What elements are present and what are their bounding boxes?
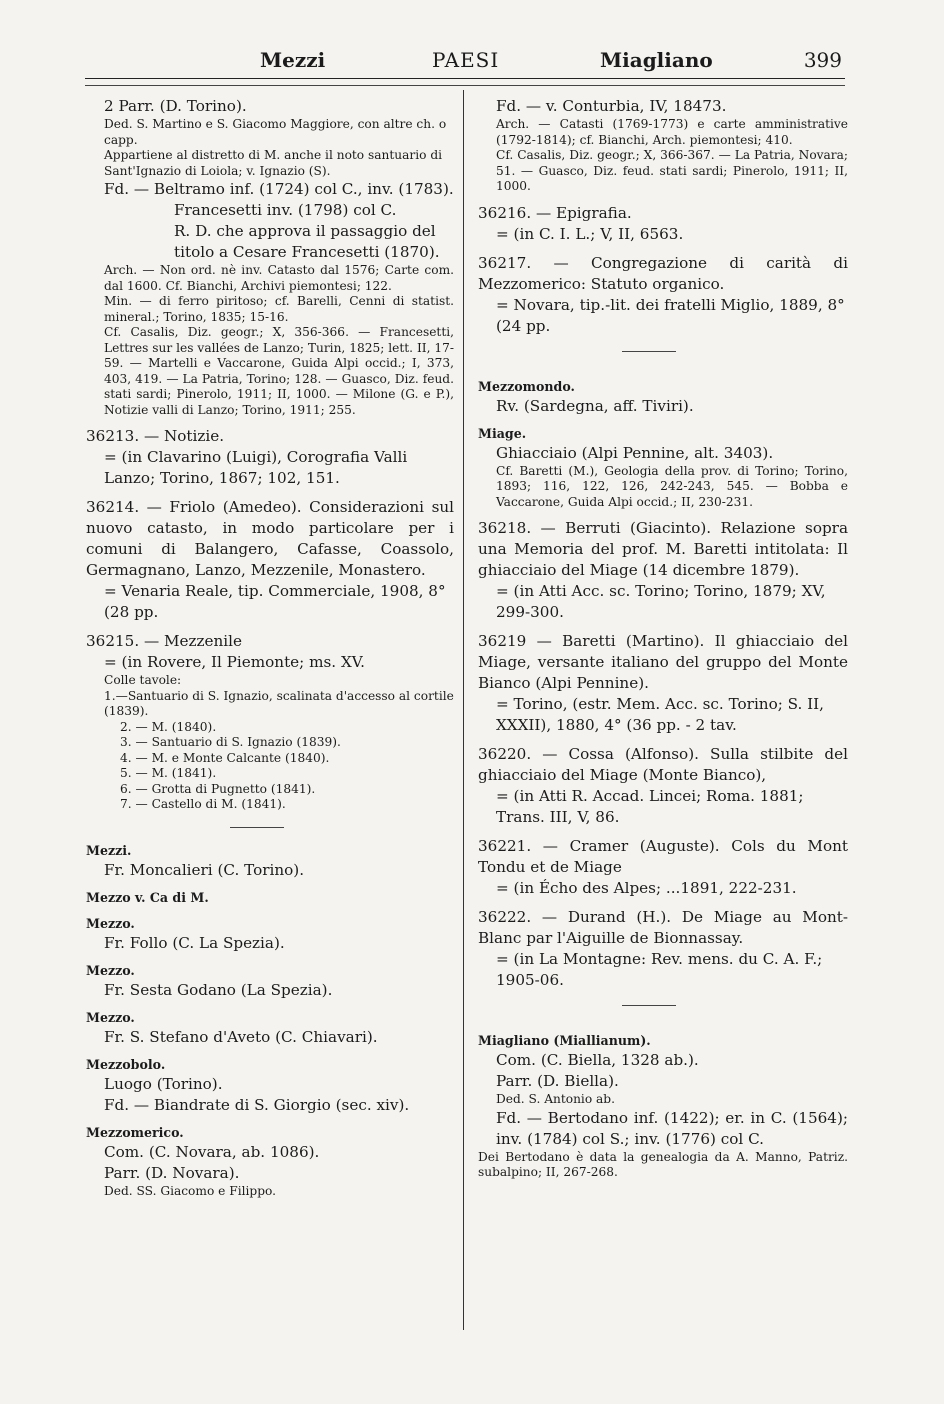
plate-item: 1.—Santuario di S. Ignazio, scalinata d'accesso al cortile (1839). xyxy=(104,688,454,718)
header-left-keyword: Mezzi xyxy=(260,48,326,72)
entry-mezzo-heading: Mezzo. xyxy=(86,1009,135,1025)
entry-mezzobolo-line: Luogo (Torino). xyxy=(104,1074,223,1093)
entry-miagliano-line: Com. (C. Biella, 1328 ab.). xyxy=(496,1051,699,1069)
entry-36214-title: 36214. — Friolo (Amedeo). Considerazioni sul nuovo catasto, in modo particolare per i comuni di Balangero, Cafasse, Coassolo, Germagnano, Lanzo, Mezzenile, Monastero. xyxy=(86,498,454,579)
column-divider xyxy=(463,90,464,1330)
archive-note: Arch. — Non ord. nè inv. Catasto dal 1576; Carte com. dal 1600. Cf. Bianchi, Archivi piemontesi; 122. xyxy=(104,263,454,293)
entry-36221-source: = (in Écho des Alpes; ...1891, 222-231. xyxy=(496,879,797,897)
feud-line-2: Francesetti inv. (1798) col C. xyxy=(174,201,397,219)
entry-mezzomondo-line: Rv. (Sardegna, aff. Tiviri). xyxy=(496,396,694,415)
plate-item: 3. — Santuario di S. Ignazio (1839). xyxy=(120,735,341,749)
plate-item: 6. — Grotta di Pugnetto (1841). xyxy=(120,781,316,796)
parr-line: 2 Parr. (D. Torino). xyxy=(104,97,247,115)
dedication-note: Ded. S. Martino e S. Giacomo Maggiore, con altre ch. o capp. xyxy=(104,117,447,147)
entry-36220-title: 36220. — Cossa (Alfonso). Sulla stilbite del ghiacciaio del Miage (Monte Bianco), xyxy=(478,745,848,784)
entry-36216-source: = (in C. I. L.; V, II, 6563. xyxy=(496,224,684,243)
entry-36218-source: = (in Atti Acc. sc. Torino; Torino, 1879; XV, 299-300. xyxy=(496,582,826,621)
feud-line-1: Fd. — Beltramo inf. (1724) col C., inv. (1783). xyxy=(104,180,454,198)
entry-mezzo-line: Fr. S. Stefano d'Aveto (C. Chiavari). xyxy=(104,1027,378,1046)
entry-miage-bibliography: Cf. Baretti (M.), Geologia della prov. di Torino; Torino, 1893; 116, 122, 126, 242-243, 545. — Bobba e Vaccarone, Guida Alpi occid.; II, 230-231. xyxy=(496,463,848,509)
entry-miagliano-heading: Miagliano (Miallianum). xyxy=(478,1033,651,1048)
entry-mezzo-heading: Mezzo. xyxy=(86,915,135,931)
entry-miagliano-feud: Fd. — Bertodano inf. (1422); er. in C. (1564); inv. (1784) col S.; inv. (1776) col C. xyxy=(496,1108,848,1148)
entry-36221-title: 36221. — Cramer (Auguste). Cols du Mont Tondu et de Miage xyxy=(478,837,848,876)
header-section-title: PAESI xyxy=(432,48,500,72)
header-right-keyword: Miagliano xyxy=(600,48,713,72)
entry-36215-source: = (in Rovere, Il Piemonte; ms. XV. xyxy=(104,653,365,671)
entry-mezzo-line: Fr. Follo (C. La Spezia). xyxy=(104,933,285,952)
entry-mezzomerico-line: Com. (C. Novara, ab. 1086). xyxy=(104,1142,320,1161)
entry-mezzomerico-line: Parr. (D. Novara). xyxy=(104,1163,240,1182)
archive-note: Arch. — Catasti (1769-1773) e carte amministrative (1792-1814); cf. Bianchi, Arch. piemontesi; 410. xyxy=(496,117,848,147)
feud-line-3: R. D. che approva il passaggio del titolo a Cesare Francesetti (1870). xyxy=(174,222,440,261)
entry-36219-source: = Torino, (estr. Mem. Acc. sc. Torino; S. II, XXXII), 1880, 4° (36 pp. - 2 tav. xyxy=(496,695,825,734)
header-rule-top xyxy=(85,78,845,79)
right-column xyxy=(478,96,848,1181)
section-separator xyxy=(622,351,676,352)
running-header xyxy=(82,44,842,78)
entry-mezzo-heading: Mezzo. xyxy=(86,962,135,978)
entry-mezzomerico-dedication: Ded. SS. Giacomo e Filippo. xyxy=(104,1183,276,1198)
header-rule-bottom xyxy=(85,85,845,86)
entry-36213-title: 36213. — Notizie. xyxy=(86,427,225,445)
entry-miagliano-dedication: Ded. S. Antonio ab. xyxy=(496,1092,615,1106)
bibliography-note: Cf. Casalis, Diz. geogr.; X, 356-366. — Francesetti, Lettres sur les vallées de Lanzo; Turin, 1825; lett. II, 17-59. — Martelli e Vaccarone, Guida Alpi occid.; I, 373, 403, 419. — La Patria, Torino; 128. — Guasco, Diz. feud. stati sardi; Pinerolo, 1911; II, 1000. — Milone (G. e P.), Notizie valli di Lanzo; Torino, 1911; 255. xyxy=(104,325,454,417)
plate-item: 7. — Castello di M. (1841). xyxy=(120,797,286,811)
left-column xyxy=(86,96,454,1199)
plate-item: 4. — M. e Monte Calcante (1840). xyxy=(120,750,330,765)
entry-mezzi-heading: Mezzi. xyxy=(86,842,132,858)
plate-item: 5. — M. (1841). xyxy=(120,766,217,780)
plate-item: 2. — M. (1840). xyxy=(120,719,217,734)
entry-miage-heading: Miage. xyxy=(478,425,527,441)
page-number: 399 xyxy=(803,48,842,72)
feud-reference: Fd. — v. Conturbia, IV, 18473. xyxy=(496,97,727,115)
plates-label: Colle tavole: xyxy=(104,673,182,687)
entry-mezzobolo-heading: Mezzobolo. xyxy=(86,1056,166,1072)
entry-mezzo-line: Fr. Sesta Godano (La Spezia). xyxy=(104,980,333,999)
entry-36217-imprint: = Novara, tip.-lit. dei fratelli Miglio, 1889, 8° (24 pp. xyxy=(496,295,845,335)
entry-miagliano-note: Dei Bertodano è data la genealogia da A. Manno, Patriz. subalpino; II, 267-268. xyxy=(478,1149,848,1179)
entry-36215-title: 36215. — Mezzenile xyxy=(86,632,242,650)
entry-mezzomerico-heading: Mezzomerico. xyxy=(86,1124,184,1140)
entry-36222-source: = (in La Montagne: Rev. mens. du C. A. F.; 1905-06. xyxy=(496,950,823,989)
entry-36216-title: 36216. — Epigrafia. xyxy=(478,203,632,222)
entry-36222-title: 36222. — Durand (H.). De Miage au Mont-Blanc par l'Aiguille de Bionnassay. xyxy=(478,908,848,947)
bibliography-note: Cf. Casalis, Diz. geogr.; X, 366-367. — La Patria, Novara; 51. — Guasco, Diz. feud. stati sardi; Pinerolo, 1911; II, 1000. xyxy=(496,148,848,193)
section-separator xyxy=(622,1005,676,1006)
entry-36219-title: 36219 — Baretti (Martino). Il ghiacciaio del Miage, versante italiano del gruppo del Monte Bianco (Alpi Pennine). xyxy=(478,632,848,692)
entry-36218-title: 36218. — Berruti (Giacinto). Relazione sopra una Memoria del prof. M. Baretti intitolata: Il ghiacciaio del Miage (14 dicembre 1879). xyxy=(478,519,848,579)
entry-mezzomondo-heading: Mezzomondo. xyxy=(478,378,575,394)
section-separator xyxy=(230,827,284,828)
entry-mezzobolo-line: Fd. — Biandrate di S. Giorgio (sec. xiv). xyxy=(104,1095,410,1114)
entry-miage-line: Ghiacciaio (Alpi Pennine, alt. 3403). xyxy=(496,443,774,462)
entry-miagliano-line: Parr. (D. Biella). xyxy=(496,1072,619,1090)
entry-36213-source: = (in Clavarino (Luigi), Corografia Valli Lanzo; Torino, 1867; 102, 151. xyxy=(104,448,408,487)
entry-36217-title: 36217. — Congregazione di carità di Mezzomerico: Statuto organico. xyxy=(478,253,848,293)
entry-36214-imprint: = Venaria Reale, tip. Commerciale, 1908, 8° (28 pp. xyxy=(104,582,446,621)
mineral-note: Min. — di ferro piritoso; cf. Barelli, Cenni di statist. mineral.; Torino, 1835; 15-16. xyxy=(104,294,454,324)
entry-mezzi-line: Fr. Moncalieri (C. Torino). xyxy=(104,860,305,879)
entry-mezzo-ca-heading: Mezzo v. Ca di M. xyxy=(86,889,209,905)
entry-36220-source: = (in Atti R. Accad. Lincei; Roma. 1881; Trans. III, V, 86. xyxy=(496,787,804,826)
district-note: Appartiene al distretto di M. anche il noto santuario di Sant'Ignazio di Loiola; v. Ignazio (S). xyxy=(104,148,443,178)
